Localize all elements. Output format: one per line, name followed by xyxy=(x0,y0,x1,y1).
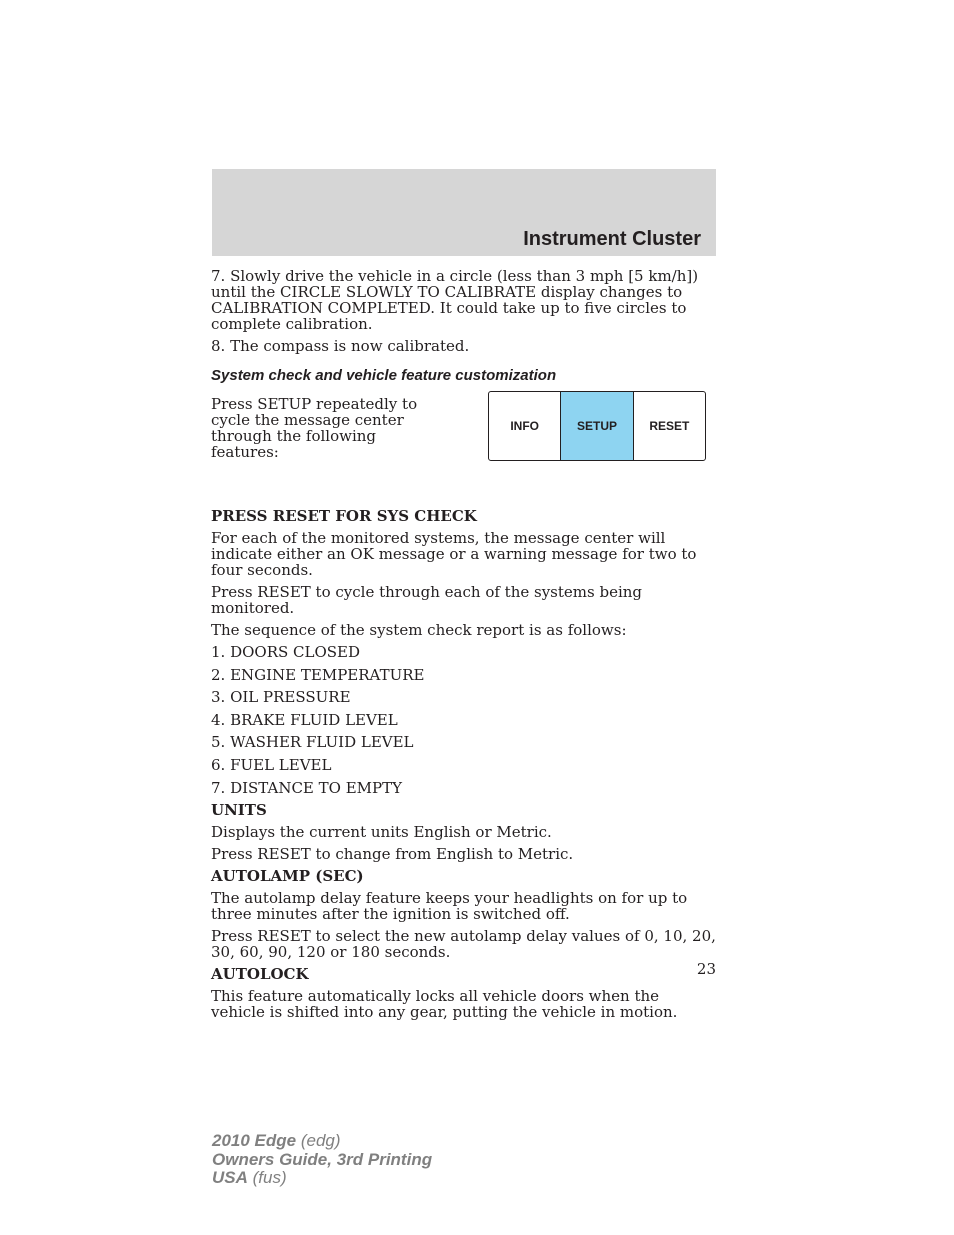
page-number: 23 xyxy=(696,960,716,978)
units-paragraph: Press RESET to change from English to Metric. xyxy=(211,845,574,864)
step-7: 7. Slowly drive the vehicle in a circle (less than 3 mph [5 km/h]) until the CIRCLE SLOWLY TO CALIBRATE display changes to CALIBRATION COMPLETED. It could take up to five circles to complete calibration. xyxy=(211,267,699,333)
info-button: INFO xyxy=(489,392,561,460)
sys-check-item: 5. WASHER FLUID LEVEL xyxy=(211,733,414,752)
footer-model-code: (edg) xyxy=(300,1131,341,1150)
autolamp-paragraph: Press RESET to select the new autolamp delay values of 0, 10, 20, 30, 60, 90, 120 or 180 seconds. xyxy=(211,927,716,962)
autolock-paragraph: This feature automatically locks all vehicle doors when the vehicle is shifted into any gear, putting the vehicle in motion. xyxy=(211,987,678,1022)
sys-check-item: 4. BRAKE FLUID LEVEL xyxy=(211,710,398,729)
sys-check-item: 1. DOORS CLOSED xyxy=(211,643,361,661)
setup-intro-text: Press SETUP repeatedly to cycle the message center through the following features: xyxy=(211,395,418,461)
footer-line-model xyxy=(212,1132,432,1151)
subheading-system-check: System check and vehicle feature customization xyxy=(211,367,557,384)
autolamp-paragraph: The autolamp delay feature keeps your headlights on for up to three minutes after the ignition is switched off. xyxy=(211,889,688,924)
sys-check-item: 6. FUEL LEVEL xyxy=(211,755,332,774)
footer-guide: Owners Guide, 3rd Printing xyxy=(212,1149,433,1169)
footer-publication-info xyxy=(212,1132,432,1188)
heading-sys-check: PRESS RESET FOR SYS CHECK xyxy=(211,507,477,525)
heading-autolamp: AUTOLAMP (SEC) xyxy=(211,867,364,886)
setup-button: SETUP xyxy=(561,392,633,460)
sys-check-item: 3. OIL PRESSURE xyxy=(211,688,351,707)
sys-check-paragraph: Press RESET to cycle through each of the systems being monitored. xyxy=(211,583,643,617)
sys-check-paragraph: The sequence of the system check report is as follows: xyxy=(211,621,627,639)
setup-intro-row xyxy=(211,396,716,508)
section-header-band xyxy=(212,169,716,256)
step-8: 8. The compass is now calibrated. xyxy=(211,337,470,355)
section-title: Instrument Cluster xyxy=(523,228,701,250)
footer-market-code: (fus) xyxy=(252,1168,287,1187)
footer-line-market xyxy=(212,1169,432,1188)
heading-autolock: AUTOLOCK xyxy=(211,965,309,984)
units-paragraph: Displays the current units English or Metric. xyxy=(211,823,552,842)
footer-market: USA xyxy=(212,1168,248,1187)
heading-units: UNITS xyxy=(211,801,267,820)
footer-line-guide xyxy=(212,1151,432,1170)
sys-check-item: 7. DISTANCE TO EMPTY xyxy=(211,778,403,797)
page-content xyxy=(211,268,716,1026)
sys-check-item: 2. ENGINE TEMPERATURE xyxy=(211,665,425,684)
reset-button: RESET xyxy=(649,419,690,433)
footer-model: 2010 Edge xyxy=(212,1131,297,1150)
sys-check-paragraph: For each of the monitored systems, the message center will indicate either an OK message or a warning message for two to four seconds. xyxy=(211,529,697,579)
message-center-button-panel xyxy=(488,391,706,461)
